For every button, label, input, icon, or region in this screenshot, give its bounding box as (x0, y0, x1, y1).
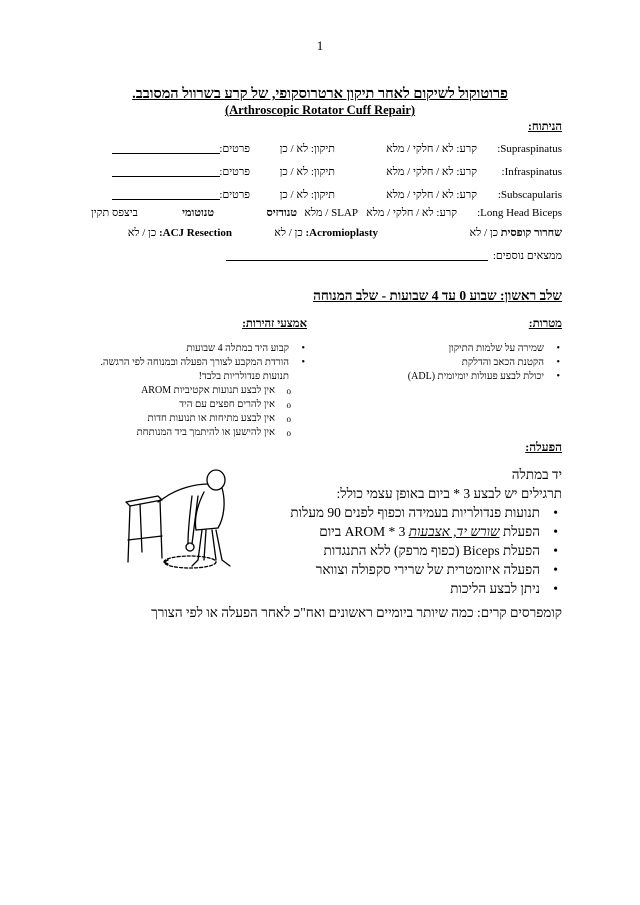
activation-item: • ניתן לבצע הליכות (290, 579, 562, 598)
goal-item: • שמירה על שלמות התיקון (408, 342, 562, 356)
restriction-item: o אין להרים חפצים עם היד (100, 398, 307, 412)
goal-item: • יכולת לבצע פעולות יומיומית (ADL) (408, 370, 562, 384)
activation-item (290, 522, 562, 541)
document-title: פרוטוקול לשיקום לאחר תיקון ארטרוסקופי, של קרע בשרוול המסובב. (132, 86, 508, 102)
repair-options: תיקון: לא / כן (279, 189, 335, 201)
capsular-release-value: כן / לא (469, 227, 499, 239)
goal-item: • הקטנת הכאב והדלקת (408, 356, 562, 370)
activation-item-emph: שורש יד, אצבעות (408, 524, 500, 539)
acj-resection-value: כן / לא (127, 227, 157, 239)
tenotomy-option[interactable]: טנוטומי (182, 207, 214, 219)
repair-options: תיקון: לא / כן (279, 143, 335, 155)
repair-options: תיקון: לא / כן (279, 166, 335, 178)
biceps-slap-options: SLAP / מלא (304, 207, 358, 219)
capsular-release-label: שחרור קופסית (500, 227, 562, 239)
activation-item-rest: 3 * AROM ביום (319, 524, 406, 539)
acj-resection (128, 227, 232, 239)
muscle-row-subscapularis (498, 189, 562, 201)
precaution-item: • הורדת המקבע לצורך הפעלה ובמנוחה לפי הרגשה. (100, 356, 307, 370)
cold-packs-note: קומפרסים קרים: כמה שיותר ביומיים ראשונים ואח"כ לאחר הפעלה או לפי הצורך (151, 605, 562, 620)
biceps-name: Long Head Biceps: (477, 207, 562, 219)
activation-item: • הפעלת Biceps (כפוף מרפק) ללא התנגדות (290, 541, 562, 560)
arm-in-sling: יד במתלה (511, 467, 562, 482)
details-field-line[interactable] (112, 189, 220, 200)
goals-list (408, 342, 562, 384)
biceps-tear-options: קרע: לא / חלקי / מלא (366, 207, 457, 219)
details-field-line[interactable] (112, 166, 220, 177)
pendulum-exercise-icon (118, 462, 250, 572)
capsular-release (470, 227, 562, 239)
details-label: פרטים: (219, 189, 250, 201)
tear-options: קרע: לא / חלקי / מלא (386, 189, 477, 201)
restriction-item: o אין להישען או להיתמך ביד המנותחת (100, 426, 307, 440)
acromioplasty-label: Acromioplasty: (305, 227, 378, 239)
muscle-name: Infraspinatus: (501, 166, 562, 178)
phase1-heading: שלב ראשון: שבוע 0 עד 4 שבועות - שלב המנוחה (313, 288, 562, 303)
precautions-list (100, 342, 307, 440)
details-label: פרטים: (219, 166, 250, 178)
biceps-normal-option[interactable]: ביצפס תקין (90, 207, 138, 219)
details-label: פרטים: (219, 143, 250, 155)
muscle-row-supraspinatus (497, 143, 562, 155)
surgery-heading: הניתוח: (528, 121, 562, 133)
details-field-line[interactable] (112, 143, 220, 154)
muscle-row-infraspinatus (502, 166, 563, 178)
tenodesis-option[interactable]: טנודזיס (266, 207, 297, 219)
tear-options: קרע: לא / חלקי / מלא (386, 166, 477, 178)
acromioplasty (274, 227, 378, 239)
activation-list (290, 503, 562, 598)
restriction-item: o אין לבצע תנועות אקטיביות AROM (100, 384, 307, 398)
muscle-name: Subscapularis: (497, 189, 562, 201)
activation-intro: תרגילים יש לבצע 3 * ביום באופן עצמי כולל: (336, 486, 562, 501)
page-number: 1 (316, 38, 324, 53)
precautions-heading: אמצעי זהירות: (242, 318, 307, 330)
restriction-item: o אין לבצע מתיחות או תנועות חדות (100, 412, 307, 426)
acj-resection-label: ACJ Resection: (158, 227, 232, 239)
pendular-note: תנועות פנדולריות בלבד! (198, 371, 289, 382)
additional-findings-line[interactable] (226, 250, 488, 261)
activation-heading: הפעלה: (525, 440, 562, 454)
tear-options: קרע: לא / חלקי / מלא (386, 143, 477, 155)
muscle-name: Supraspinatus: (497, 143, 562, 155)
activation-item-prefix: הפעלת (502, 524, 540, 539)
precaution-item: • קבוע היד במתלה 4 שבועות (100, 342, 307, 356)
acromioplasty-value: כן / לא (274, 227, 303, 239)
document-subtitle: (Arthroscopic Rotator Cuff Repair) (224, 103, 416, 117)
additional-findings-label: ממצאים נוספים: (492, 250, 562, 262)
activation-item: • תנועות פנדולריות בעמידה וכפוף לפנים 90 מעלות (290, 503, 562, 522)
goals-heading: מטרות: (528, 318, 562, 330)
activation-item: • הפעלה איזומטרית של שרירי סקפולה וצוואר (290, 560, 562, 579)
